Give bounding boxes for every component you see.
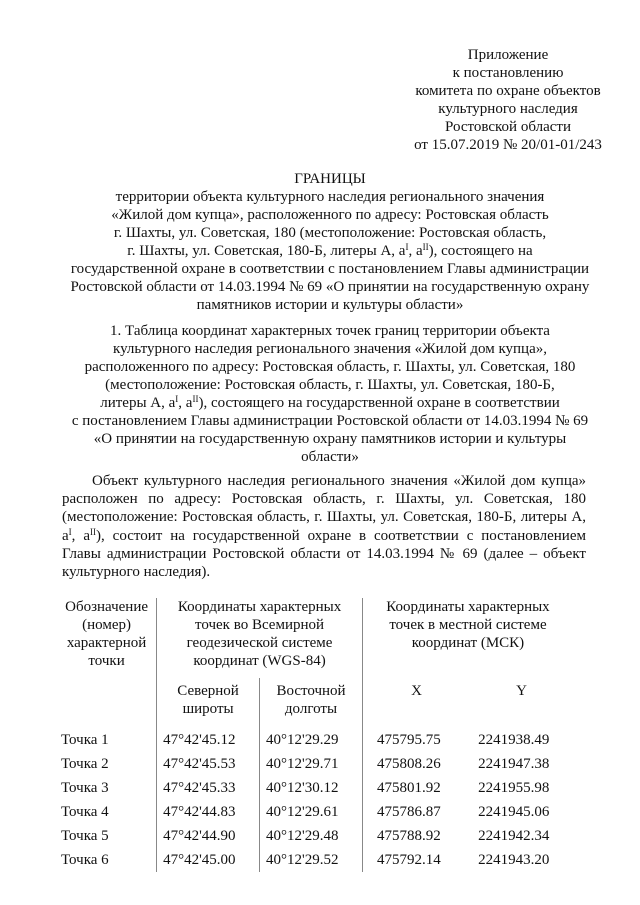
subheader-east (260, 678, 363, 728)
paragraph-line: культурного наследия). (62, 564, 211, 581)
title-text: ), состоящего на (428, 243, 533, 259)
cell-point: Точка 2 (57, 752, 157, 776)
cell-point: Точка 1 (57, 728, 157, 752)
cell-x: 475795.75 (376, 732, 441, 748)
subheader-line: широты (182, 701, 234, 717)
cell-point: Точка 6 (57, 848, 157, 872)
section-text: литеры А, а (100, 395, 176, 411)
paragraph-text: , а (71, 527, 90, 544)
subheader-north (157, 678, 260, 728)
header-line: точки (88, 653, 125, 669)
appendix-line: культурного наследия (438, 101, 578, 117)
cell-x: 475788.92 (376, 828, 441, 844)
header-line: Координаты характерных (386, 599, 550, 615)
paragraph-line: Объект культурного наследия регионального значения «Жилой дом купца» (92, 473, 586, 489)
section-line: области» (301, 449, 359, 465)
subheader-x: X (411, 683, 422, 699)
header-line: точек во Всемирной (195, 617, 325, 633)
table-row (57, 728, 573, 752)
section-line: расположенного по адресу: Ростовская область, г. Шахты, ул. Советская, 180 (84, 359, 576, 375)
appendix-block (392, 46, 624, 154)
body-paragraph (62, 472, 586, 581)
table-header-row (57, 598, 573, 678)
title-line: г. Шахты, ул. Советская, 180 (местоположение: Ростовская область, (113, 225, 547, 241)
cell-longitude: 40°12'29.48 (260, 824, 363, 848)
appendix-line: Приложение (467, 47, 549, 63)
header-line: координат (WGS-84) (193, 653, 326, 669)
subheader-y: Y (516, 683, 527, 699)
title-heading: ГРАНИЦЫ (294, 171, 366, 187)
cell-latitude: 47°42'45.12 (157, 728, 260, 752)
cell-longitude: 40°12'29.52 (260, 848, 363, 872)
table-row (57, 824, 573, 848)
header-line: характерной (66, 635, 147, 651)
section-line: с постановлением Главы администрации Ростовской области от 14.03.1994 № 69 (71, 413, 589, 429)
cell-point: Точка 4 (57, 800, 157, 824)
header-line: Координаты характерных (177, 599, 342, 615)
appendix-line: от 15.07.2019 № 20/01-01/243 (414, 137, 602, 153)
cell-y: 2241938.49 (478, 732, 550, 748)
title-line: «Жилой дом купца», расположенного по адресу: Ростовская область (111, 207, 549, 223)
table-body (57, 728, 573, 872)
table-row (57, 848, 573, 872)
coordinates-table (57, 598, 573, 872)
subheader-line: Восточной (276, 683, 346, 699)
cell-y: 2241945.06 (478, 804, 550, 820)
section-line: «О принятии на государственную охрану памятников истории и культуры (93, 431, 567, 447)
header-line: геодезической системе (186, 635, 333, 651)
title-line: памятников истории и культуры области» (196, 297, 464, 313)
table-row (57, 800, 573, 824)
title-line: Ростовской области от 14.03.1994 № 69 «О принятии на государственную охрану (70, 279, 590, 295)
superscript: II (90, 526, 96, 537)
section-text: , а (178, 395, 193, 411)
superscript: I (175, 394, 179, 404)
cell-y: 2241943.20 (478, 852, 550, 868)
title-line (40, 242, 620, 260)
paragraph-line: (местоположение: Ростовская область, г. Шахты, ул. Советская, 180-Б, литеры А, (62, 509, 586, 526)
section-line (40, 394, 620, 412)
cell-latitude: 47°42'45.33 (157, 776, 260, 800)
appendix-line: комитета по охране объектов (415, 83, 601, 99)
header-line: Обозначение (65, 599, 148, 615)
title-text: г. Шахты, ул. Советская, 180-Б, литеры А, а (127, 243, 406, 259)
section-heading (40, 322, 620, 466)
superscript: II (422, 242, 429, 252)
header-msk (362, 598, 573, 678)
cell-longitude: 40°12'30.12 (260, 776, 363, 800)
cell-x: 475801.92 (376, 780, 441, 796)
cell-y: 2241947.38 (478, 756, 550, 772)
table-row (57, 776, 573, 800)
cell-x: 475808.26 (376, 756, 441, 772)
cell-point: Точка 5 (57, 824, 157, 848)
title-line: государственной охране в соответствии с постановлением Главы администрации (70, 261, 590, 277)
superscript: I (68, 526, 72, 537)
cell-y: 2241955.98 (478, 780, 550, 796)
cell-point: Точка 3 (57, 776, 157, 800)
cell-x: 475786.87 (376, 804, 441, 820)
table-row (57, 752, 573, 776)
superscript: II (192, 394, 199, 404)
cell-longitude: 40°12'29.61 (260, 800, 363, 824)
paragraph-line: расположен по адресу: Ростовская область, г. Шахты, ул. Советская, 180 (62, 491, 586, 508)
cell-y: 2241942.34 (478, 828, 550, 844)
subheader-line: долготы (284, 701, 338, 717)
header-designation (57, 598, 157, 728)
superscript: I (405, 242, 409, 252)
section-line: (местоположение: Ростовская область, г. Шахты, ул. Советская, 180-Б, (105, 377, 555, 393)
document-title (40, 170, 620, 314)
appendix-line: Ростовской области (445, 119, 571, 135)
appendix-line: к постановлению (452, 65, 564, 81)
paragraph-line (62, 527, 586, 545)
paragraph-text: ), состоит на государственной охране в соответствии с постановлением (96, 527, 586, 544)
cell-latitude: 47°42'44.83 (157, 800, 260, 824)
section-line: культурного наследия регионального значения «Жилой дом купца», (113, 341, 547, 357)
cell-x: 475792.14 (376, 852, 441, 868)
header-line: точек в местной системе (389, 617, 547, 633)
cell-longitude: 40°12'29.71 (260, 752, 363, 776)
cell-latitude: 47°42'44.90 (157, 824, 260, 848)
title-line: территории объекта культурного наследия регионального значения (115, 189, 545, 205)
section-line: 1. Таблица координат характерных точек границ территории объекта (110, 323, 550, 339)
header-wgs (157, 598, 363, 678)
cell-latitude: 47°42'45.53 (157, 752, 260, 776)
cell-longitude: 40°12'29.29 (260, 728, 363, 752)
section-text: ), состоящего на государственной охране в соответствии (198, 395, 560, 411)
header-line: (номер) (82, 617, 131, 633)
paragraph-line: Главы администрации Ростовской области от 14.03.1994 № 69 (далее – объект (62, 545, 586, 562)
title-text: , а (408, 243, 423, 259)
paragraph-text: а (62, 527, 69, 544)
cell-latitude: 47°42'45.00 (157, 848, 260, 872)
subheader-line: Северной (177, 683, 239, 699)
header-line: координат (МСК) (411, 635, 525, 651)
